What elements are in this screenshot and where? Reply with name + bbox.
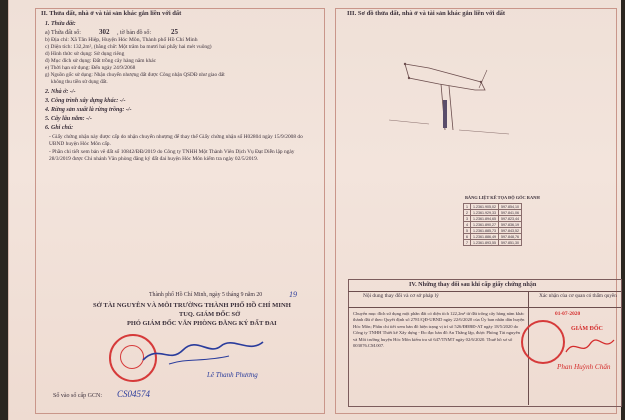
sign-place-date: Thành phố Hồ Chí Minh, ngày 5 tháng 9 năm 20 [149,292,263,298]
area-line: c) Diện tích: 132,2m², (bằng chữ: Một trăm ba mươi hai phẩy hai mét vuông) [45,44,212,50]
use-form-line: d) Hình thức sử dụng: Sử dụng riêng [45,51,125,57]
coord-cell: 1.2361.890,27 [471,222,499,228]
signer-name: Lê Thanh Phương [207,371,258,379]
land-plot-diagram [369,30,549,185]
other-construction-line: 3. Công trình xây dựng khác: -/- [45,98,126,104]
coord-table-title: BẢNG LIỆT KÊ TỌA ĐỘ GÓC RANH [465,195,540,200]
signer-role: PHÓ GIÁM ĐỐC VĂN PHÒNG ĐĂNG KÝ ĐẤT ĐAI [127,320,277,327]
coord-cell: 5 [464,228,471,234]
address-line: b) Địa chỉ: Xã Tân Hiệp, Huyện Hóc Môn, Thành phố Hồ Chí Minh [45,37,198,43]
coord-cell: 1.2361.929,33 [471,210,499,216]
plot-number-label: a) Thửa đất số: [45,30,81,36]
official-seal-right [521,320,565,364]
map-sheet-label: , tờ bản đồ số: [117,30,152,36]
coord-cell: 597.851,30 [498,240,521,246]
coord-table [463,203,522,246]
perennial-trees-line: 5. Cây lâu năm: -/- [45,116,92,122]
coord-cell: 597.854,10 [498,204,521,210]
section-iii-title: III. Sơ đồ thửa đất, nhà ở và tài sản khác gắn liền với đất [347,10,506,17]
changes-col-confirm: Xác nhận của cơ quan có thẩm quyền [539,293,617,299]
sign-year: 19 [289,290,297,299]
confirm-signer: Phan Huỳnh Chấn [557,363,611,371]
coord-cell: 1.2361.894,65 [471,216,499,222]
change-entry: Chuyển mục đích sử dụng một phần đất có diện tích 122,2m² từ đất trồng cây hàng năm khác thành đất ở theo Quyết định số 2781/QĐ-UBND ngày 22/6/2020 của Ủy ban nhân dân huyện Hóc Môn; Phần chi tiết xem bản đồ hiện trạng vị trí số 526/ĐĐBĐ-AT ngày 18/5/2020 do Công ty TNHH Thiết kế Xây dựng - Đo đạc bản đồ An Thắng lập, được Phòng Tài nguyên và Môi trường huyện Hóc Môn kiểm tra số 647/TNMT ngày 02/6/2020. Thuế hồ sơ số 003076.CM.007. [353,311,525,349]
coord-cell: 1 [464,204,471,210]
use-purpose-line: đ) Mục đích sử dụng: Đất trồng cây hàng năm khác [45,58,157,64]
coord-cell: 1.2361.886,49 [471,234,499,240]
coord-cell: 597.823,44 [498,216,521,222]
planted-forest-line: 4. Rừng sản xuất là rừng trồng: -/- [45,107,132,113]
confirm-date: 01-07-2020 [555,311,581,317]
registry-label: Số vào sổ cấp GCN: [53,393,102,399]
coord-cell: 2 [464,210,471,216]
certificate-sheet [8,0,621,420]
land-plot-heading: 1. Thửa đất: [45,21,76,27]
issuing-department: SỞ TÀI NGUYÊN VÀ MÔI TRƯỜNG THÀNH PHỐ HỒ CHÍ MINH [93,302,291,309]
notes-heading: 6. Ghi chú: [45,125,74,131]
coord-cell: 597.848,76 [498,234,521,240]
use-term-line: e) Thời hạn sử dụng: Đến ngày 24/9/2068 [45,65,136,71]
coord-cell: 1.2361.905,02 [471,204,499,210]
plot-number-value: 302 [99,28,110,36]
coord-cell: 1.2361.893,55 [471,240,499,246]
map-sheet-value: 25 [171,28,178,36]
registry-value: CS04574 [117,389,151,399]
authorization-line: TUQ. GIÁM ĐỐC SỞ [179,311,241,318]
changes-title: IV. Những thay đổi sau khi cấp giấy chứng nhận [409,281,537,288]
changes-col-content: Nội dung thay đổi và cơ sở pháp lý [363,293,439,299]
coord-cell: 6 [464,234,471,240]
origin-line-2: không thu tiền sử dụng đất. [51,79,108,85]
section-ii-title: II. Thửa đất, nhà ở và tài sản khác gắn liền với đất [41,10,182,17]
note-1: - Giấy chứng nhận này được cấp do nhận chuyển nhượng để thay thế Giấy chứng nhận số H02804 ngày 15/9/2008 do UBND huyện Hóc Môn cấp. [49,134,303,147]
origin-line-1: g) Nguồn gốc sử dụng: Nhận chuyển nhượng đất được Công nhận QSDĐ như giao đất [45,72,225,78]
coord-cell: 597.843,52 [498,228,521,234]
signature-left [139,334,269,370]
changes-title-divider [348,291,621,292]
coord-cell: 597.836,19 [498,222,521,228]
coord-cell: 7 [464,240,471,246]
coord-cell: 1.2361.885,73 [471,228,499,234]
coord-cell: 4 [464,222,471,228]
changes-header-divider [348,307,621,308]
signature-right [564,334,616,360]
coord-row [464,240,522,246]
confirm-role: GIÁM ĐỐC [571,326,603,332]
house-line: 2. Nhà ở: -/- [45,89,76,95]
coord-cell: 3 [464,216,471,222]
coord-cell: 597.841,06 [498,210,521,216]
note-2: - Phần chi tiết xem bản vẽ đất số 10842/ĐĐ/2019 do Công ty TNHH Một Thành Viên Dịch Vụ Đạt Diễn lập ngày 28/3/2019 được Chi nhánh Văn phòng đăng ký đất đai huyện Hóc Môn kiểm tra ngày 02/5/2019. [49,149,295,162]
